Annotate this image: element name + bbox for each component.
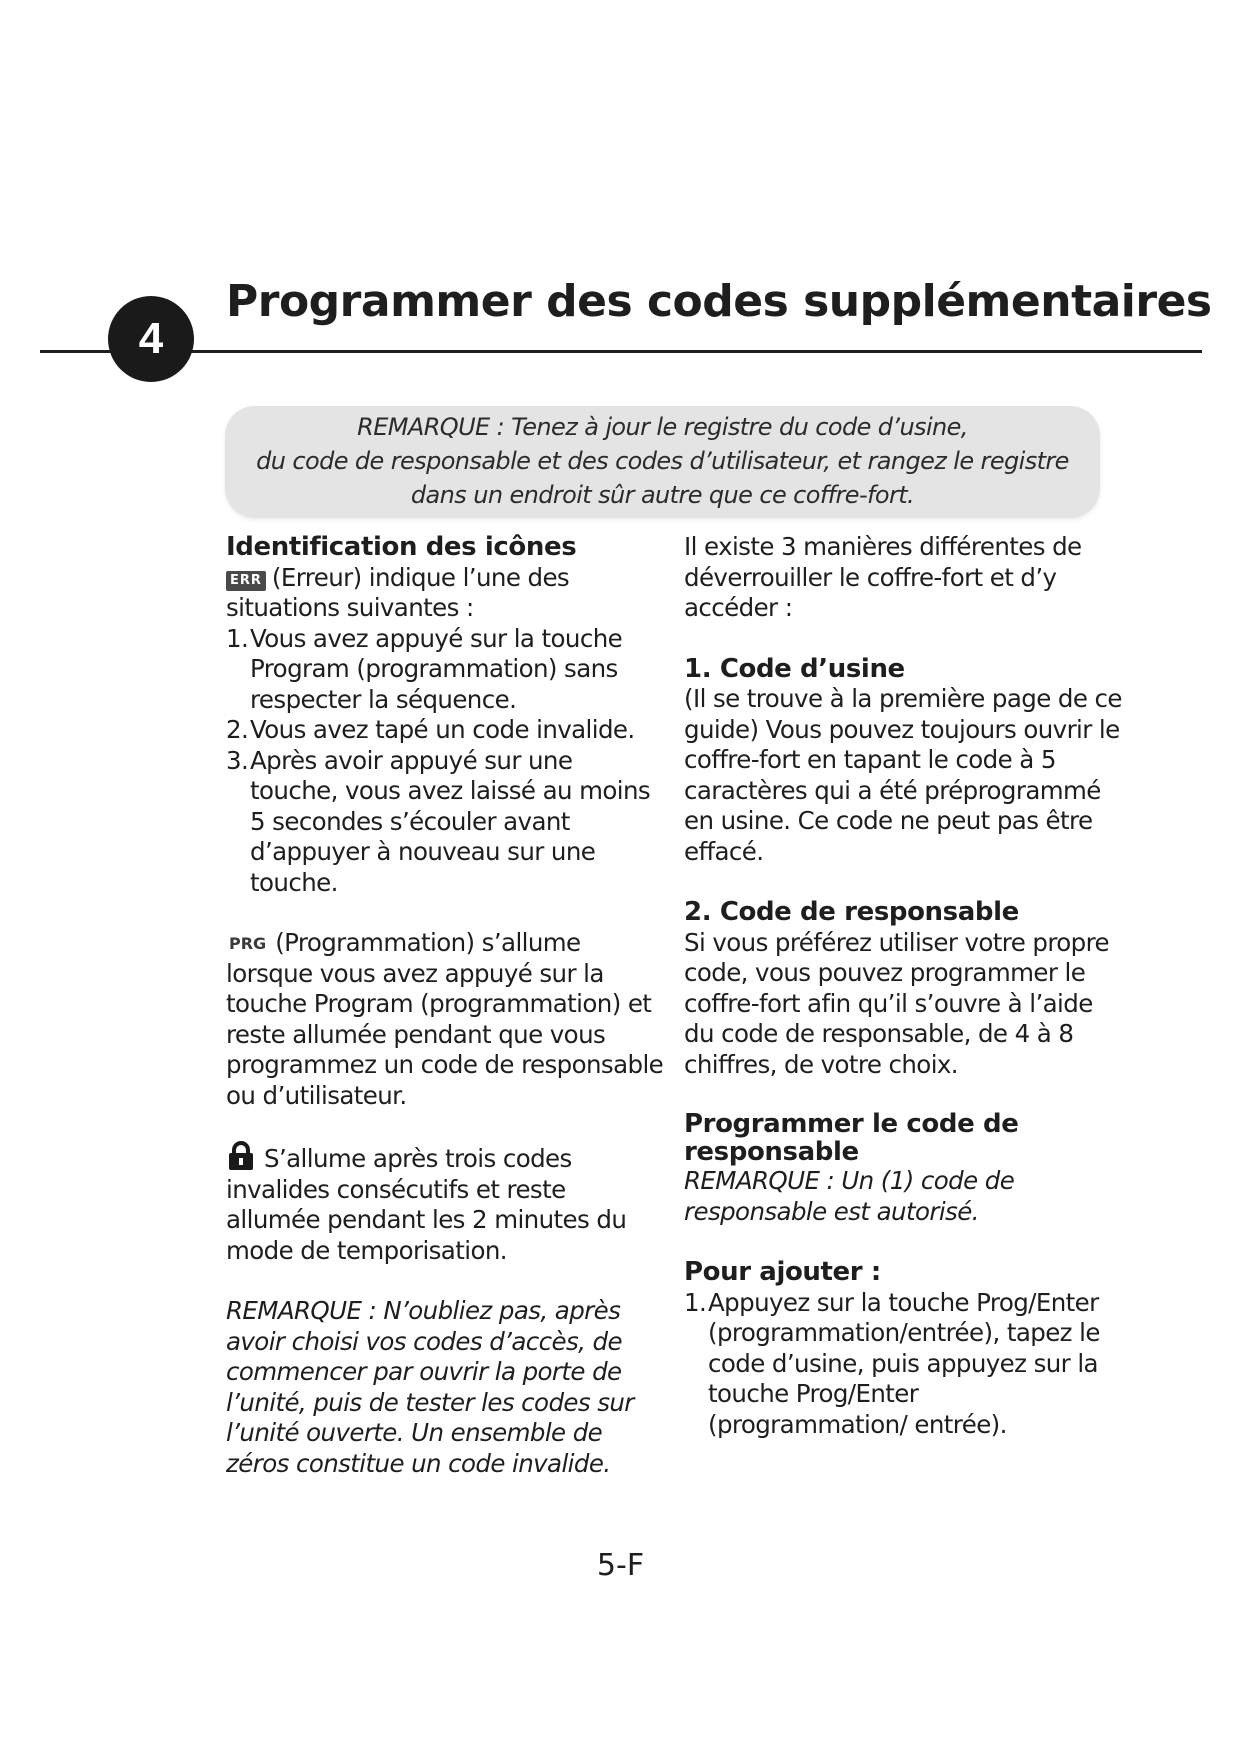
list-item-text: Vous avez tapé un code invalide. xyxy=(250,715,635,744)
list-item xyxy=(226,715,666,746)
remark-box xyxy=(225,406,1100,518)
remark-line-2: du code de responsable et des codes d’utilisateur, et rangez le registre xyxy=(256,447,1069,475)
access-code-remark: REMARQUE : N’oubliez pas, après avoir choisi vos codes d’accès, de commencer par ouvrir la porte de l’unité, puis de tester les codes sur l’unité ouverte. Un ensemble de zéros constitue un code invalide. xyxy=(226,1296,634,1478)
add-steps-list xyxy=(684,1288,1124,1441)
prg-description xyxy=(226,928,666,1111)
list-item xyxy=(226,624,666,716)
prg-text: (Programmation) s’allume lorsque vous avez appuyé sur la touche Program (programmation) et reste allumée pendant que vous programmez un code de responsable ou d’utilisateur. xyxy=(226,928,664,1110)
list-item-number: 1. xyxy=(684,1287,707,1317)
lock-description xyxy=(226,1141,666,1266)
page-title: Programmer des codes supplémentaires xyxy=(226,276,1212,327)
section-header xyxy=(40,268,1212,388)
factory-code-heading: 1. Code d’usine xyxy=(684,653,905,684)
add-heading: Pour ajouter : xyxy=(684,1257,881,1287)
factory-code-text: (Il se trouve à la première page de ce guide) Vous pouvez toujours ouvrir le coffre-fort en tapant le code à 5 caractères qui a été préprogrammé en usine. Ce code ne peut pas être effacé. xyxy=(684,684,1122,866)
program-manager-heading: Programmer le code de responsable xyxy=(684,1109,1019,1167)
list-item-number: 1. xyxy=(226,623,249,653)
program-manager-remark: REMARQUE : Un (1) code de responsable est autorisé. xyxy=(684,1166,1015,1226)
prg-icon: PRG xyxy=(226,933,269,955)
unlock-intro: Il existe 3 manières différentes de déverrouiller le coffre-fort et d’y accéder : xyxy=(684,532,1082,622)
list-item-number: 3. xyxy=(226,745,249,775)
list-item-text: Après avoir appuyé sur une touche, vous avez laissé au moins 5 secondes s’écouler avant d’appuyer à nouveau sur une touche. xyxy=(250,745,651,897)
err-text: (Erreur) indique l’une des situations suivantes : xyxy=(226,562,570,622)
err-icon: ERR xyxy=(226,571,266,591)
err-situations-list xyxy=(226,624,666,899)
icons-heading: Identification des icônes xyxy=(226,532,577,562)
left-column xyxy=(226,532,666,1479)
manager-code-heading: 2. Code de responsable xyxy=(684,897,1019,927)
right-column xyxy=(684,532,1124,1440)
header-rule xyxy=(40,350,1202,353)
list-item-text: Appuyez sur la touche Prog/Enter (programmation/entrée), tapez le code d’usine, puis appuyez sur la touche Prog/Enter (programmation/ entrée). xyxy=(708,1287,1100,1439)
manager-code-text: Si vous préférez utiliser votre propre code, vous pouvez programmer le coffre-fort afin qu’il s’ouvre à l’aide du code de responsable, de 4 à 8 chiffres, de votre choix. xyxy=(684,927,1110,1079)
section-number-badge: 4 xyxy=(108,296,194,382)
list-item xyxy=(226,746,666,899)
list-item xyxy=(684,1288,1124,1441)
err-description xyxy=(226,563,666,624)
list-item-text: Vous avez appuyé sur la touche Program (programmation) sans respecter la séquence. xyxy=(250,623,623,714)
remark-line-1: REMARQUE : Tenez à jour le registre du code d’usine, xyxy=(357,413,968,441)
lock-text: S’allume après trois codes invalides consécutifs et reste allumée pendant les 2 minutes du mode de temporisation. xyxy=(226,1144,627,1265)
list-item-number: 2. xyxy=(226,715,249,744)
lock-icon xyxy=(226,1141,256,1171)
remark-line-3: dans un endroit sûr autre que ce coffre-fort. xyxy=(410,481,915,509)
page-number: 5-F xyxy=(596,1548,645,1583)
